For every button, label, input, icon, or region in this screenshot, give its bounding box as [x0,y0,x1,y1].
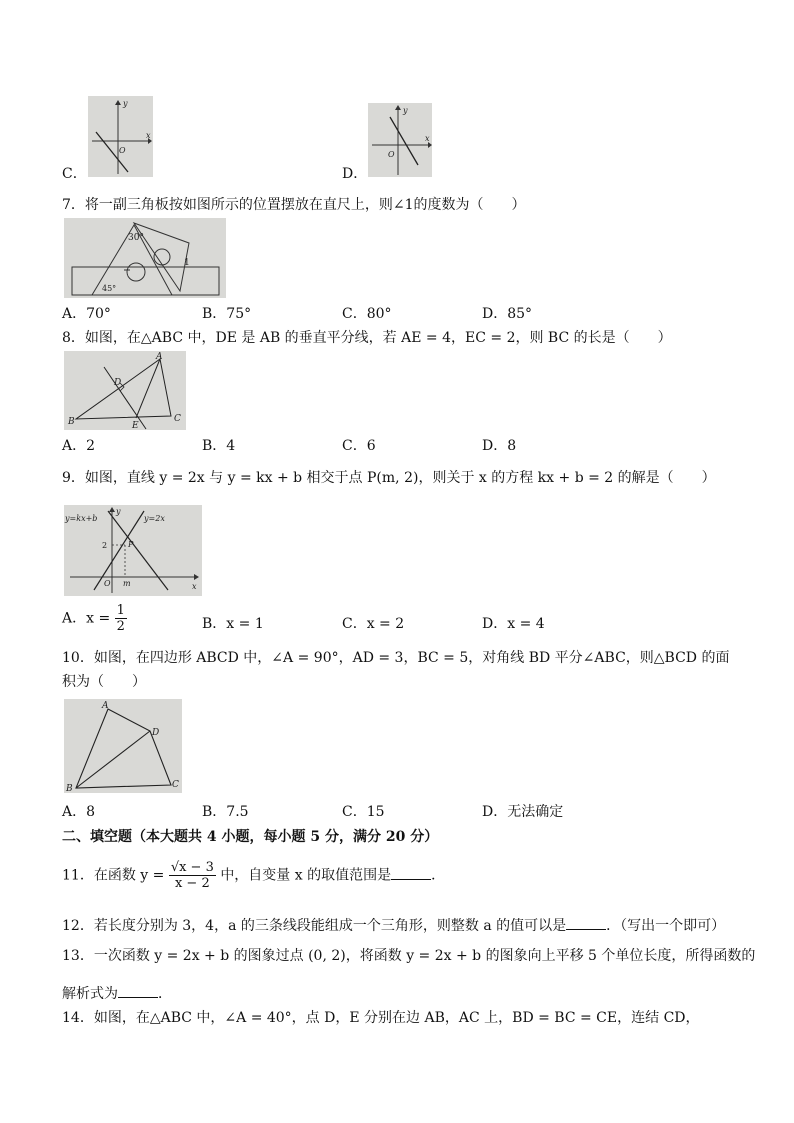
q10-label-d: D [152,728,160,738]
q9-label-p: P [128,540,134,549]
q6c-y-label: y [123,99,128,108]
q10-option-d: D．无法确定 [482,804,564,820]
q12 [62,915,725,935]
q8-option-d: D．8 [482,438,517,454]
q7-angle-1-label: 1 [184,258,190,268]
q9-label-kxb: y=kx+b [65,514,98,523]
q7-option-d: D．85° [482,306,533,322]
q13-line2 [62,983,172,1003]
option-c-label: C． [62,166,87,182]
q8-label-b: B [68,417,75,427]
q11-denominator: x − 2 [174,876,210,891]
q11-end: ． [431,867,446,884]
q9-stem: 9．如图，直线 y = 2x 与 y = kx + b 相交于点 P(m, 2)，则关于 x 的方程 kx + b = 2 的解是（ ） [62,470,716,486]
q9-label-o: O [104,579,111,588]
q11-suffix: 中，自变量 x 的取值范围是 [220,867,392,884]
q8-option-c: C．6 [342,438,376,454]
q9-label-2: 2 [102,541,108,550]
q7-stem: 7．将一副三角板按如图所示的位置摆放在直尺上，则∠1的度数为（ ） [62,197,526,213]
q10-option-b: B．7.5 [202,804,249,820]
q10-label-b: B [66,784,73,793]
q9-option-a-prefix: A．x = [62,610,111,627]
q7-angle-45-label: 45° [102,284,117,293]
q8-option-a: A．2 [62,438,96,454]
q10-label-c: C [172,780,179,790]
section-2-heading: 二、填空题（本大题共 4 小题，每小题 5 分，满分 20 分） [62,829,439,845]
q10-option-a: A．8 [62,804,96,820]
q7-option-a: A．70° [62,306,111,322]
q13-line1: 13．一次函数 y = 2x + b 的图象过点 (0, 2)，将函数 y = 2x + b 的图象向上平移 5 个单位长度，所得函数的 [62,948,756,964]
q8-label-e: E [132,421,139,430]
q7-figure [64,218,226,298]
q8-label-d: D [114,378,122,388]
q10-figure [64,699,182,793]
q8-option-b: B．4 [202,438,236,454]
q9-option-a-denominator: 2 [116,619,125,634]
q11 [62,860,445,891]
q12-prefix: 12．若长度分别为 3，4，a 的三条线段能组成一个三角形，则整数 a 的值可以是 [62,918,567,934]
q9-option-b: B．x = 1 [202,616,264,632]
q9-figure [64,505,202,596]
q9-option-d: D．x = 4 [482,616,545,632]
q8-label-a: A [156,352,163,362]
q13-end: ． [158,986,172,1002]
q14-line1: 14．如图，在△ABC 中，∠A = 40°，点 D，E 分别在边 AB，AC 上，BD = BC = CE，连结 CD， [62,1010,700,1026]
q6d-x-label: x [425,134,430,143]
q6c-origin-label: O [119,146,126,155]
q9-label-x: x [192,582,197,591]
q6c-x-label: x [146,131,151,140]
option-d-label: D． [342,166,368,182]
q13-answer-blank [118,983,158,998]
q12-end: ．（写出一个即可） [606,918,726,934]
q10-label-a: A [102,701,109,711]
q10-stem-line2: 积为（ ） [62,674,146,690]
q11-numerator: √x − 3 [170,860,214,875]
q9-label-2x: y=2x [144,514,165,523]
q11-prefix: 11．在函数 y = [62,867,165,884]
q7-angle-30-label: 30° [128,233,144,243]
q9-option-c: C．x = 2 [342,616,405,632]
q6-option-c-graph [88,96,153,177]
q13-line2-prefix: 解析式为 [62,986,118,1002]
q7-option-c: C．80° [342,306,392,322]
q10-stem-line1: 10．如图，在四边形 ABCD 中，∠A = 90°，AD = 3，BC = 5，对角线 BD 平分∠ABC，则△BCD 的面 [62,650,730,666]
q9-option-a-numerator: 1 [116,603,125,618]
q8-label-c: C [174,414,181,424]
q9-label-y: y [116,507,121,516]
q9-label-m: m [123,579,131,588]
q10-option-c: C．15 [342,804,385,820]
q8-stem: 8．如图，在△ABC 中，DE 是 AB 的垂直平分线，若 AE = 4，EC = 2，则 BC 的长是（ ） [62,330,672,346]
q9-option-a [62,603,127,634]
q11-fraction [169,860,216,891]
q6d-y-label: y [403,106,408,115]
q11-answer-blank [391,865,431,880]
q8-figure [64,351,186,430]
q6d-origin-label: O [388,150,395,159]
q6-option-d-graph [368,103,432,177]
q12-answer-blank [566,915,606,930]
q7-option-b: B．75° [202,306,252,322]
q9-option-a-fraction [115,603,127,634]
